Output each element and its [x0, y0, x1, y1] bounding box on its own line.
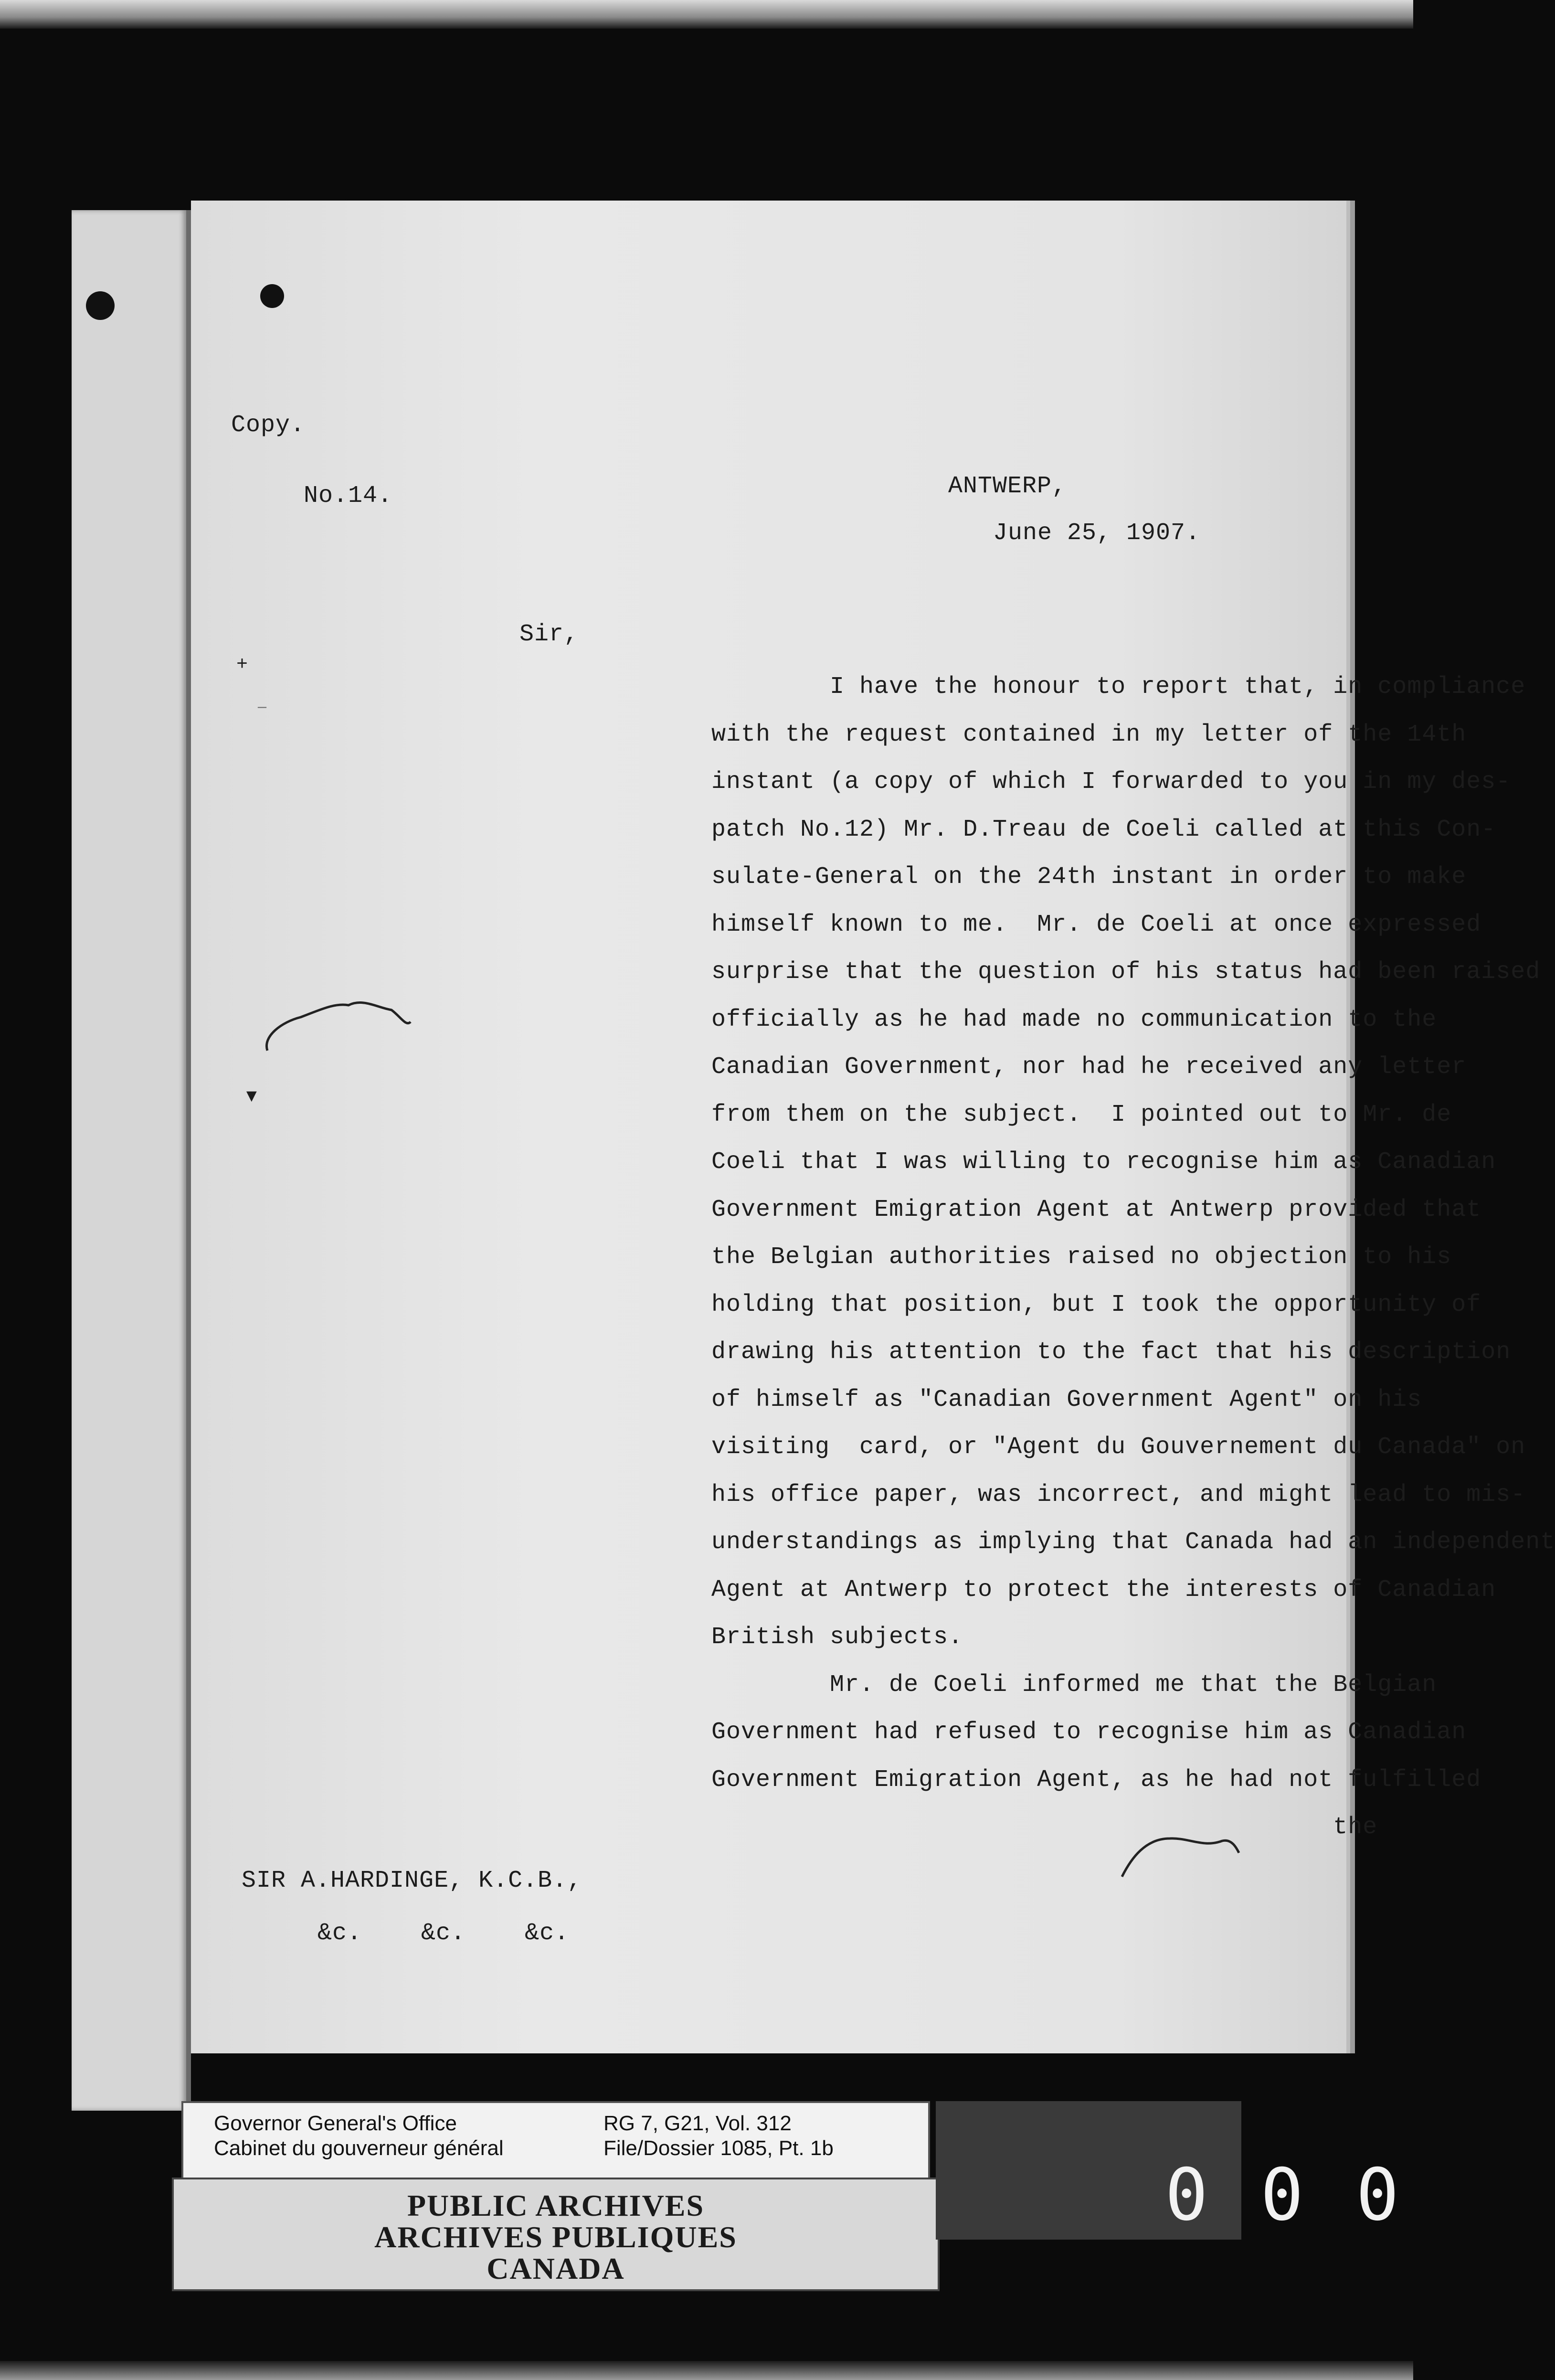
record-group-reference: RG 7, G21, Vol. 312 [603, 2112, 792, 2135]
punch-hole [86, 291, 115, 320]
punch-hole [260, 284, 284, 308]
office-english: Governor General's Office [214, 2112, 457, 2135]
body-line: visiting card, or "Agent du Gouvernement du Canada" on [711, 1434, 1526, 1461]
stamp-line-1: PUBLIC ARCHIVES [407, 2189, 705, 2222]
body-line: Mr. de Coeli informed me that the Belgian [711, 1671, 1437, 1699]
frame-number-digit: 0 [1165, 2154, 1208, 2237]
film-edge-bottom [0, 2361, 1413, 2380]
letter-date: June 25, 1907. [993, 520, 1201, 547]
body-line: from them on the subject. I pointed out to Mr. de [711, 1101, 1452, 1128]
stamp-line-2: ARCHIVES PUBLIQUES [374, 2220, 737, 2254]
margin-scribble [263, 984, 415, 1060]
margin-mark: + [236, 654, 249, 676]
salutation: Sir, [519, 621, 579, 648]
body-line: officially as he had made no communication to the [711, 1006, 1437, 1033]
stamp-line-3: CANADA [487, 2252, 625, 2285]
body-line: the [711, 1814, 1378, 1841]
body-line: Government had refused to recognise him as Canadian [711, 1719, 1467, 1746]
body-line: holding that position, but I took the opportunity of [711, 1291, 1481, 1318]
body-line: the Belgian authorities raised no objection to his [711, 1243, 1452, 1271]
body-line: British subjects. [711, 1624, 963, 1651]
body-line: understandings as implying that Canada had an independent [711, 1529, 1555, 1556]
letter-place: ANTWERP, [948, 473, 1067, 500]
margin-scribble [1117, 1819, 1241, 1886]
body-line: Coeli that I was willing to recognise him as Canadian [711, 1148, 1496, 1176]
body-line: sulate-General on the 24th instant in order to make [711, 863, 1467, 891]
body-line: drawing his attention to the fact that his description [711, 1339, 1511, 1366]
addressee-etc: &c. &c. &c. [317, 1920, 570, 1947]
binding-strip [72, 210, 191, 2111]
despatch-number: No.14. [304, 482, 393, 510]
file-reference: File/Dossier 1085, Pt. 1b [603, 2136, 834, 2160]
body-line: Government Emigration Agent at Antwerp provided that [711, 1196, 1481, 1223]
body-line: surprise that the question of his status had been raised [711, 958, 1541, 986]
body-line: Canadian Government, nor had he received any letter [711, 1053, 1467, 1081]
body-line: himself known to me. Mr. de Coeli at once expressed [711, 911, 1481, 938]
body-line: with the request contained in my letter of the 14th [711, 721, 1467, 748]
public-archives-stamp [172, 2178, 940, 2291]
frame-number-digit: 0 [1260, 2154, 1304, 2237]
body-line: Agent at Antwerp to protect the interests of Canadian [711, 1576, 1496, 1604]
body-line: his office paper, was incorrect, and might lead to mis- [711, 1481, 1526, 1509]
letter-page [191, 201, 1555, 2053]
film-edge-top [0, 0, 1413, 29]
body-line: Government Emigration Agent, as he had not fulfilled [711, 1766, 1481, 1794]
body-line: instant (a copy of which I forwarded to you in my des- [711, 768, 1511, 796]
margin-mark: ▾ [243, 1081, 260, 1112]
body-line: I have the honour to report that, in compliance [711, 673, 1526, 701]
frame-number-digit: 0 [1356, 2154, 1399, 2237]
margin-mark: — [258, 700, 267, 716]
office-french: Cabinet du gouverneur général [214, 2136, 504, 2160]
copy-label: Copy. [231, 412, 306, 439]
addressee: SIR A.HARDINGE, K.C.B., [242, 1867, 582, 1894]
body-line: of himself as "Canadian Government Agent" on his [711, 1386, 1422, 1413]
body-line: patch No.12) Mr. D.Treau de Coeli called at this Con- [711, 816, 1496, 843]
